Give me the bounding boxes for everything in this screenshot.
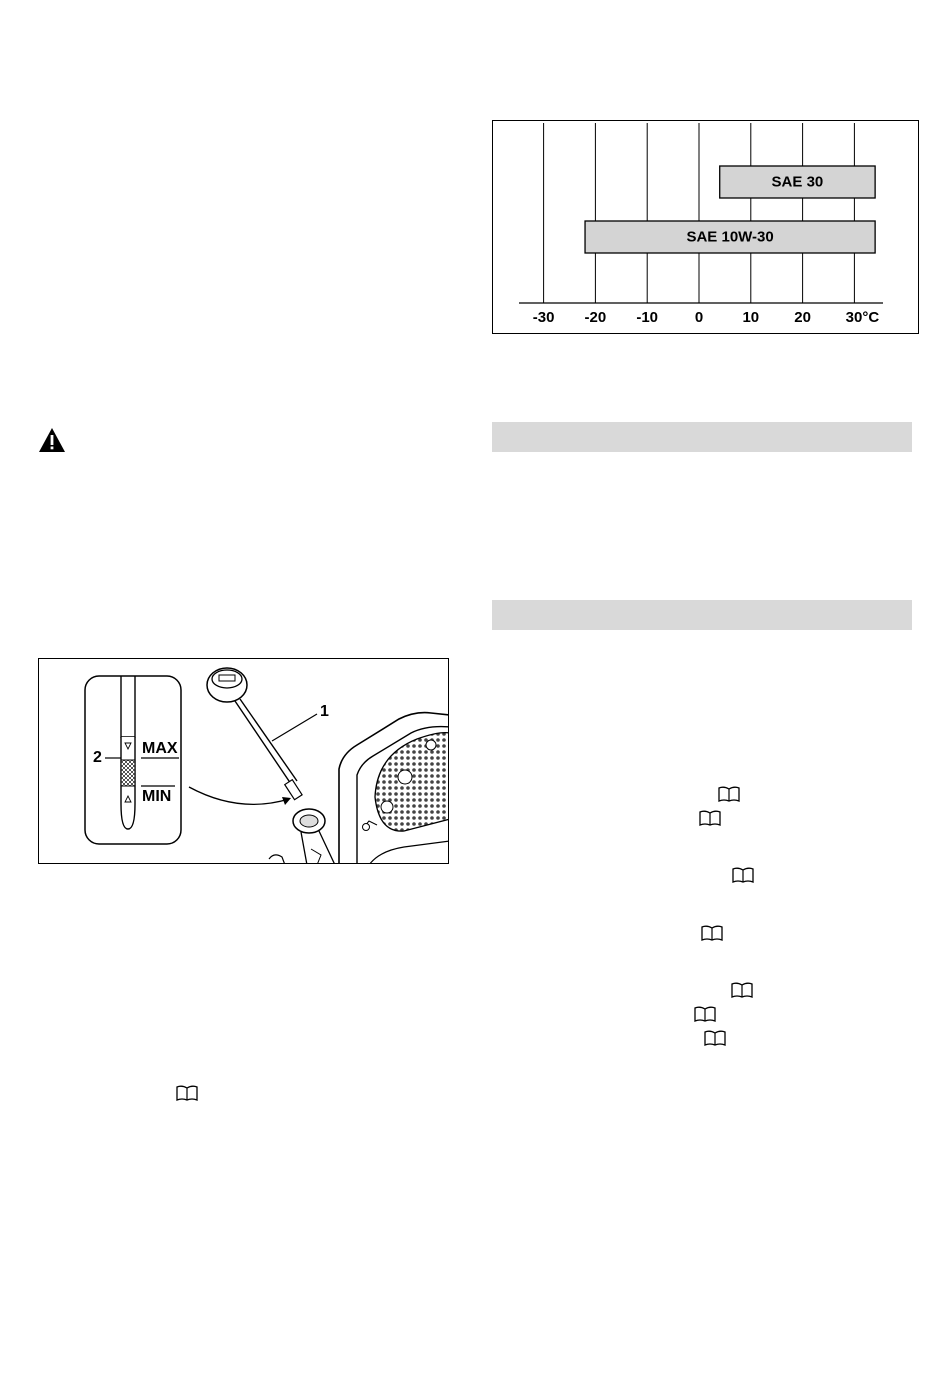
book-icon bbox=[701, 925, 723, 941]
warning-icon bbox=[38, 427, 66, 453]
book-icon bbox=[718, 786, 740, 802]
max-label: MAX bbox=[142, 740, 178, 757]
book-icon bbox=[694, 1006, 716, 1022]
book-icon bbox=[704, 1030, 726, 1046]
tick-label: -30 bbox=[532, 309, 555, 326]
book-icon bbox=[732, 867, 754, 883]
book-icon bbox=[731, 982, 753, 998]
book-icon bbox=[699, 810, 721, 826]
book-icon bbox=[176, 1085, 198, 1101]
bar-label: SAE 10W-30 bbox=[686, 228, 774, 246]
tick-label: 0 bbox=[694, 309, 704, 326]
tick-label: 10 bbox=[742, 309, 760, 326]
tick-label: 30°C bbox=[845, 309, 880, 326]
tick-label: -20 bbox=[584, 309, 607, 326]
callout-1: 1 bbox=[320, 703, 329, 720]
bar-label: SAE 30 bbox=[771, 173, 824, 191]
min-label: MIN bbox=[142, 788, 172, 805]
dipstick-figure bbox=[38, 658, 449, 864]
oil-viscosity-chart bbox=[492, 120, 919, 334]
tick-label: 20 bbox=[794, 309, 811, 326]
section-header-bar-2 bbox=[492, 600, 912, 630]
callout-2: 2 bbox=[93, 749, 102, 766]
tick-label: -10 bbox=[636, 309, 659, 326]
section-header-bar-1 bbox=[492, 422, 912, 452]
